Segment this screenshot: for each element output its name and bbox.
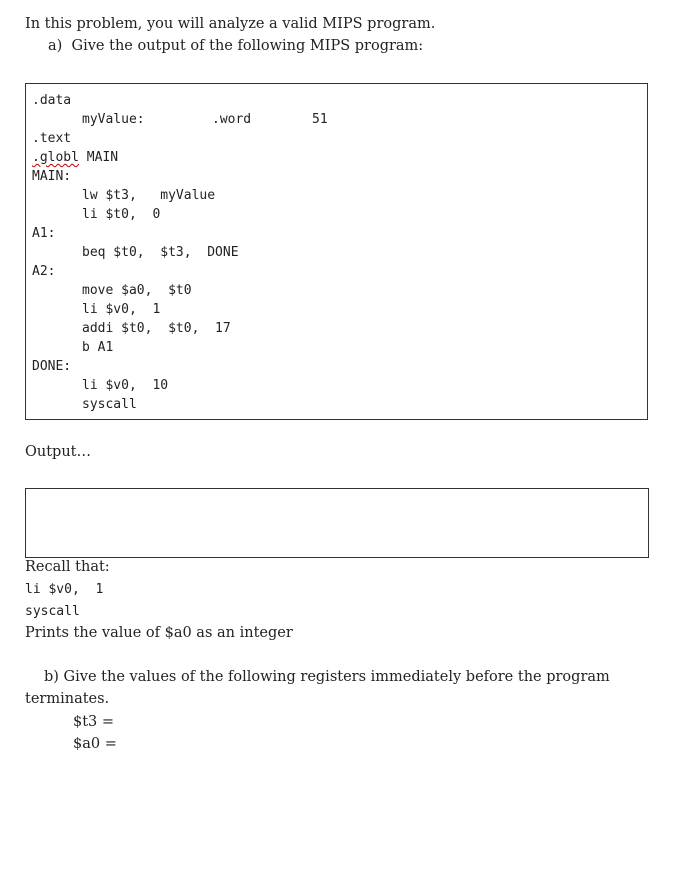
code-box <box>25 83 648 420</box>
code-globl-target: MAIN <box>86 150 119 165</box>
recall-li-line: li $v0, 1 <box>25 582 104 597</box>
part-b-question-line1: b) Give the values of the following registers immediately before the program <box>44 669 610 685</box>
code-word-value: 51 <box>312 112 328 127</box>
recall-heading: Recall that: <box>25 559 110 575</box>
code-a2-label: A2: <box>32 264 56 279</box>
code-beq-line: beq $t0, $t3, DONE <box>82 245 239 260</box>
register-a0-prompt: $a0 = <box>73 736 117 752</box>
code-main-label: MAIN: <box>32 169 72 184</box>
code-li-v0-10-line: li $v0, 10 <box>82 378 169 393</box>
code-globl-line <box>32 150 118 165</box>
code-lw-line: lw $t3, myValue <box>82 188 216 203</box>
code-a1-label: A1: <box>32 226 56 241</box>
intro-text: In this problem, you will analyze a valid MIPS program. <box>25 16 436 32</box>
code-myvalue-label: myValue: <box>82 112 145 127</box>
code-data-directive: .data <box>32 93 72 108</box>
part-a-question: a) Give the output of the following MIPS program: <box>48 38 424 54</box>
part-b-question-line2: terminates. <box>25 691 110 707</box>
output-label: Output… <box>25 444 92 460</box>
code-syscall-line: syscall <box>82 397 137 412</box>
code-addi-line: addi $t0, $t0, 17 <box>82 321 231 336</box>
code-done-label: DONE: <box>32 359 72 374</box>
register-t3-prompt: $t3 = <box>73 714 115 730</box>
recall-note: Prints the value of $a0 as an integer <box>25 625 293 641</box>
code-move-line: move $a0, $t0 <box>82 283 192 298</box>
code-word-directive: .word <box>212 112 252 127</box>
recall-syscall-line: syscall <box>25 604 80 619</box>
code-text-directive: .text <box>32 131 72 146</box>
code-globl-keyword: .globl <box>32 150 79 165</box>
code-li-t0-line: li $t0, 0 <box>82 207 161 222</box>
output-answer-box[interactable] <box>25 488 649 558</box>
code-b-line: b A1 <box>82 340 114 355</box>
code-li-v0-1-line: li $v0, 1 <box>82 302 161 317</box>
